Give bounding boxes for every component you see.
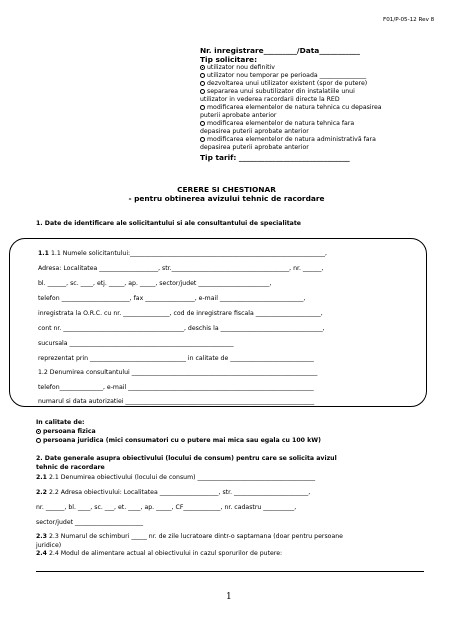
objective-address-detail-line[interactable]: nr. ______, bl. ____, sc. ___, et. ____, ap. _____, CF____________, nr. cadastru __________, bbox=[36, 504, 297, 511]
radio-icon[interactable] bbox=[200, 81, 205, 86]
section2-heading-cont: tehnic de racordare bbox=[36, 464, 105, 471]
address-detail-line[interactable]: bl. ______, sc. ____, etj. _____, ap. _____, sector/judet _______________________, bbox=[38, 280, 272, 287]
option-new-temporary[interactable]: utilizator nou temporar pe perioada _______________ bbox=[200, 72, 366, 80]
radio-icon[interactable] bbox=[200, 137, 205, 142]
supply-mode-line[interactable]: 2.4 2.4 Modul de alimentare actual al obiectivului in cazul sporurilor de putere: bbox=[36, 550, 283, 557]
form-subtitle: - pentru obtinerea avizului tehnic de racordare bbox=[128, 194, 325, 203]
option-tech-modify-exceed-cont: puterii aprobate anterior bbox=[200, 112, 277, 119]
registration-field[interactable]: Nr. inregistrare_________/Data___________ bbox=[200, 46, 360, 55]
authorization-line[interactable]: numarul si data autorizatiei _____________________________________________________________ bbox=[38, 398, 315, 405]
capacity-label: In calitate de: bbox=[36, 419, 85, 426]
objective-address-line[interactable]: 2.2 2.2 Adresa obiectivului: Localitatea ___________________, str. ________________________, bbox=[36, 489, 311, 496]
branch-line[interactable]: sucursala _____________________________________________________ bbox=[38, 340, 234, 347]
option-new-permanent[interactable]: utilizator nou definitiv bbox=[200, 64, 275, 72]
consultant-contact-line[interactable]: telefon______________, e-mail ____________________________________________________________ bbox=[38, 384, 314, 391]
option-separation-cont: utilizator in vederea racordarii directe la RED bbox=[200, 96, 340, 103]
radio-icon[interactable] bbox=[36, 438, 41, 443]
objective-sector-line[interactable]: sector/judet ______________________ bbox=[36, 519, 144, 526]
option-tech-modify-exceed[interactable]: modificarea elementelor de natura tehnica cu depasirea bbox=[200, 104, 382, 112]
request-type-label: Tip solicitare: bbox=[200, 55, 258, 64]
form-title: CERERE SI CHESTIONAR bbox=[177, 185, 276, 194]
shifts-line-cont: juridice) bbox=[36, 542, 62, 549]
shifts-line[interactable]: 2.3 2.3 Numarul de schimburi _____ nr. de zile lucratoare dintr-o saptamana (doar pentru persoane bbox=[36, 533, 343, 540]
radio-icon[interactable] bbox=[200, 73, 205, 78]
section1-heading: 1. Date de identificare ale solicitantului si ale consultantului de specialitate bbox=[36, 220, 302, 227]
capacity-legal-person[interactable]: persoana juridica (mici consumatori cu o putere mai mica sau egala cu 100 kW) bbox=[36, 437, 321, 445]
address-line[interactable]: Adresa: Localitatea ___________________, str.______________________________________, nr. ______, bbox=[38, 265, 324, 272]
page-number: 1 bbox=[226, 592, 232, 602]
radio-checked-icon[interactable] bbox=[200, 65, 205, 70]
tariff-field[interactable]: Tip tarif: ______________________________ bbox=[200, 153, 350, 162]
radio-icon[interactable] bbox=[200, 121, 205, 126]
section2-heading: 2. Date generale asupra obiectivului (locului de consum) pentru care se solicita avizul bbox=[36, 455, 337, 462]
option-power-increase[interactable]: dezvoltarea unui utilizator existent (spor de putere) bbox=[200, 80, 367, 88]
applicant-box bbox=[9, 238, 427, 407]
capacity-natural-person[interactable]: persoana fizica bbox=[36, 428, 96, 436]
consultant-line[interactable]: 1.2 Denumirea consultantului ____________________________________________________________ bbox=[38, 369, 318, 376]
option-admin-modify-cont: depasirea puterii aprobate anterior bbox=[200, 144, 309, 151]
doc-code: F01/P-05-12 Rev 8 bbox=[383, 17, 435, 23]
supply-mode-underline[interactable] bbox=[36, 571, 424, 572]
radio-checked-icon[interactable] bbox=[36, 429, 41, 434]
option-tech-modify-no-exceed-cont: depasirea puterii aprobate anterior bbox=[200, 128, 309, 135]
option-tech-modify-no-exceed[interactable]: modificarea elementelor de natura tehnica fara bbox=[200, 120, 354, 128]
option-admin-modify[interactable]: modificarea elementelor de natura administrativă fara bbox=[200, 136, 376, 144]
account-line[interactable]: cont nr. _______________________________________, deschis la _________________________________, bbox=[38, 325, 325, 332]
option-separation[interactable]: separarea unui subutilizator din instalatiile unui bbox=[200, 88, 355, 96]
applicant-name-line[interactable]: 1.1 1.1 Numele solicitantului:_______________________________________________________________, bbox=[38, 250, 327, 257]
radio-icon[interactable] bbox=[200, 89, 205, 94]
orc-line[interactable]: inregistrata la O.R.C. cu nr. _______________, cod de inregistrare fiscala _____________________, bbox=[38, 310, 323, 317]
representative-line[interactable]: reprezentat prin _______________________________ in calitate de ___________________________ bbox=[38, 355, 314, 362]
objective-name-line[interactable]: 2.1 2.1 Denumirea obiectivului (locului de consum) ______________________________________ bbox=[36, 474, 316, 481]
contact-line[interactable]: telefon ______________________, fax ________________, e-mail ___________________________, bbox=[38, 295, 306, 302]
radio-icon[interactable] bbox=[200, 105, 205, 110]
